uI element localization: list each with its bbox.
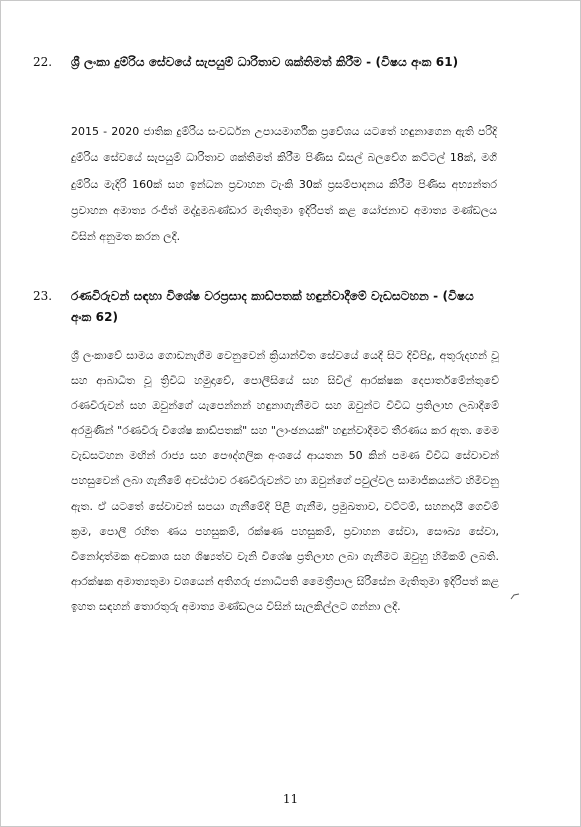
item-heading: ශ්‍රී ලංකා දුම්රිය සේවයේ සැපයුම් ධාරිතාව ශක්තිමත් කිරීම - (විෂය අංක 61) bbox=[71, 55, 459, 69]
item-paragraph: 2015 - 2020 ජාතික දුම්රිය සංවර්ධන උපායමාර්ගික ප්‍රවේශය යටතේ හඳුනාගෙන ඇති පරිදි දුම්රිය සේවයේ සැපයුම් ධාරිතාව ශක්තිමත් කිරීම පිණිස ඩීසල් බලවේග කට්ටල් 18ක්, මගී දුම්රිය මැදිරි 160ක් සහ ඉන්ධන ප්‍රවාහන ටැංකි 30ක් ප්‍රසම්පාදනය කිරීම පිණිස අභ්‍යන්තර ප්‍රවාහන අමාත්‍ය රංජිත් මද්දුමබණ්ඩාර මැතිතුමා ඉදිරිපත් කළ යෝජනාව අමාත්‍ය මණ්ඩලය විසින් අනුමත කරන ලදී. bbox=[71, 125, 497, 244]
pen-mark bbox=[510, 593, 520, 600]
item-paragraph: ශ්‍රී ලංකාවේ සාමය ගොඩනැගීම වෙනුවෙන් ක්‍රියාන්විත සේවයේ යෙදී සිට දිවිපිදූ, අතුරුදහන් වූ සහ ආබාධිත වූ ත්‍රිවිධ හමුදාවේ, පොලීසියේ සහ සිවිල් ආරක්ෂක දෙපාර්තමේන්තුවේ රණවිරුවන් සහ ඔවුන්ගේ යැපෙන්නන් හඳුනාගැනීමට සහ ඔවුන්ට විවිධ ප්‍රතිලාභ ලබාදීමේ අරමුණින් "රණවිරු විශේෂ කාඩ්පතක්" සහ "ලාංඡනයක්" හඳුන්වාදීමට තීරණය කර ඇත. මෙම වැඩසටහන මඟින් රාජ්‍ය සහ පෞද්ගලික අංශයේ ආයතන 50 කින් පමණ විවිධ සේවාවන් පහසුවෙන් ලබා ගැනීමේ අවස්ථාව රණවිරුවන්ට හා ඔවුන්ගේ පවුල්වල සාමාජිකයන්ට හිමිවනු ඇත. ඒ යටතේ සේවාවන් සපයා ගැනීමේදී පිළි ගැනීම, ප්‍රමුඛතාව, වට්ටම්, සහනදායී ගෙවීම් ක්‍රම, පොලී රහිත ණය පහසුකම්, රක්ෂණ පහසුකම්, ප්‍රවාහන සේවා, සෞඛ්‍ය සේවා, විනෝදාත්මක අවකාශ සහ ශිෂ්‍යත්ව වැනි විශේෂ ප්‍රතිලාභ ලබා ගැනීමට ඔවුහු හිමිකම් ලබති. ආරක්ෂක අමාත්‍යතුමා වශයෙන් අතිගරු ජනාධිපති මෛත්‍රීපාල සිරිසේන මැතිතුමා ඉදිරිපත් කළ ඉහත සඳහන් තොරතුරු අමාත්‍ය මණ්ඩලය විසින් සැලකිල්ලට ගන්නා ලදී. bbox=[71, 349, 499, 613]
item-number: 23. bbox=[33, 289, 53, 303]
item-heading: රණවිරුවන් සඳහා විශේෂ වරප්‍රසාද කාඩ්පතක් හඳුන්වාදීමේ වැඩසටහන - (විෂය අංක 62) bbox=[71, 289, 474, 324]
item-number: 22. bbox=[33, 55, 53, 69]
page-number: 11 bbox=[282, 792, 299, 806]
